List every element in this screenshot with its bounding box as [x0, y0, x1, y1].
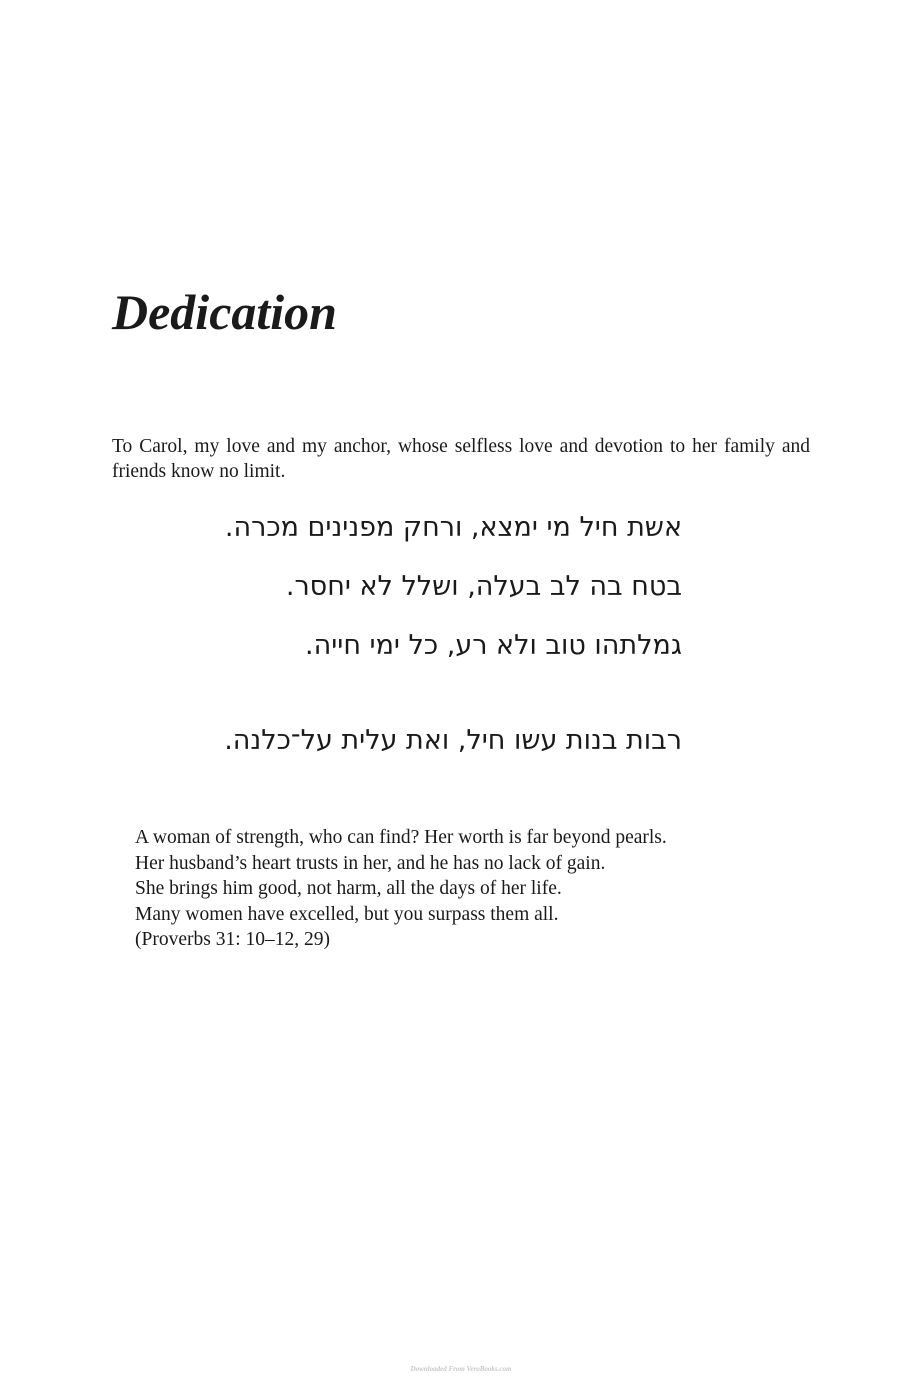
page-title: Dedication	[112, 284, 337, 340]
hebrew-verse-line: גמלתהו טוב ולא רע, כל ימי חייה.	[305, 630, 682, 661]
hebrew-verse-line: בטח בה לב בעלה, ושלל לא יחסר.	[285, 571, 682, 602]
citation-line: (Proverbs 31: 10–12, 29)	[135, 929, 330, 950]
hebrew-verse-line: אשת חיל מי ימצא, ורחק מפנינים מכרה.	[224, 512, 682, 543]
download-watermark: Downloaded From VeroBooks.com	[410, 1365, 512, 1373]
english-translation-block	[135, 825, 835, 953]
translation-line: She brings him good, not harm, all the days of her life.	[135, 878, 562, 899]
hebrew-verse-line: רבות בנות עשו חיל, ואת עלית על־כלנה.	[224, 725, 682, 756]
translation-line: Many women have excelled, but you surpass them all.	[135, 903, 559, 925]
translation-line: Her husband’s heart trusts in her, and he has no lack of gain.	[135, 852, 606, 874]
translation-line: A woman of strength, who can find? Her worth is far beyond pearls.	[135, 827, 667, 848]
dedication-text: To Carol, my love and my anchor, whose selfless love and devotion to her family and friends know no limit.	[112, 436, 810, 482]
